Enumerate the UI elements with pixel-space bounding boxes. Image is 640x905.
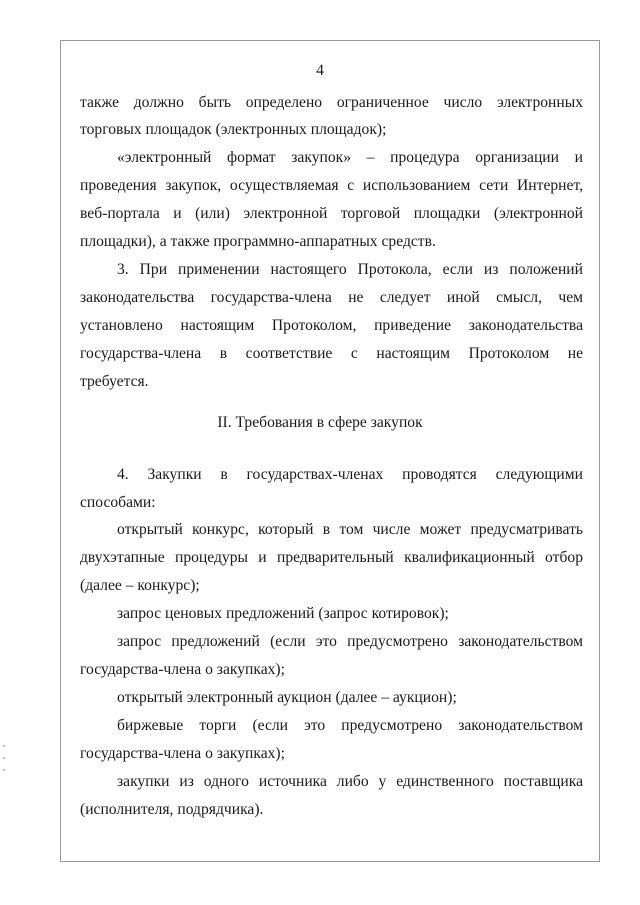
scan-speck	[3, 769, 5, 771]
list-item: открытый конкурс, который в том числе может предусматривать	[117, 521, 583, 538]
text-line: торговых площадок (электронных площадок);	[80, 121, 387, 138]
text-line: требуется.	[80, 373, 149, 390]
text-line: 3. При применении настоящего Протокола, если из положений	[117, 261, 583, 278]
text-line: государства-члена о закупках);	[80, 661, 285, 678]
text-line: (исполнителя, подрядчика).	[80, 801, 264, 818]
text-line: также должно быть определено ограниченное число электронных	[80, 94, 583, 111]
list-item: закупки из одного источника либо у единственного поставщика	[117, 773, 583, 790]
text-line: (далее – конкурс);	[80, 577, 200, 594]
text-line: способами:	[80, 494, 156, 511]
text-line: веб-портала и (или) электронной торговой площадки (электронной	[80, 205, 583, 222]
list-item: открытый электронный аукцион (далее – аукцион);	[117, 689, 457, 706]
scan-speck	[3, 745, 5, 747]
list-item: запрос ценовых предложений (запрос котировок);	[117, 605, 449, 622]
text-line: площадки), а также программно-аппаратных средств.	[80, 233, 436, 250]
text-line: 4. Закупки в государствах-членах проводятся следующими	[117, 466, 583, 483]
text-line: «электронный формат закупок» – процедура организации и	[117, 149, 583, 166]
section-heading: II. Требования в сфере закупок	[217, 414, 423, 431]
list-item: биржевые торги (если это предусмотрено законодательством	[117, 717, 583, 734]
text-line: законодательства государства-члена не следует иной смысл, чем	[80, 289, 583, 306]
list-item: запрос предложений (если это предусмотрено законодательством	[117, 633, 583, 650]
text-line: проведения закупок, осуществляемая с использованием сети Интернет,	[80, 177, 583, 194]
text-line: государства-члена в соответствие с настоящим Протоколом не	[80, 345, 583, 362]
text-line: установлено настоящим Протоколом, приведение законодательства	[80, 317, 583, 334]
page-number: 4	[316, 62, 324, 79]
text-line: государства-члена о закупках);	[80, 745, 285, 762]
scan-speck	[3, 757, 5, 759]
text-line: двухэтапные процедуры и предварительный квалификационный отбор	[80, 549, 583, 566]
